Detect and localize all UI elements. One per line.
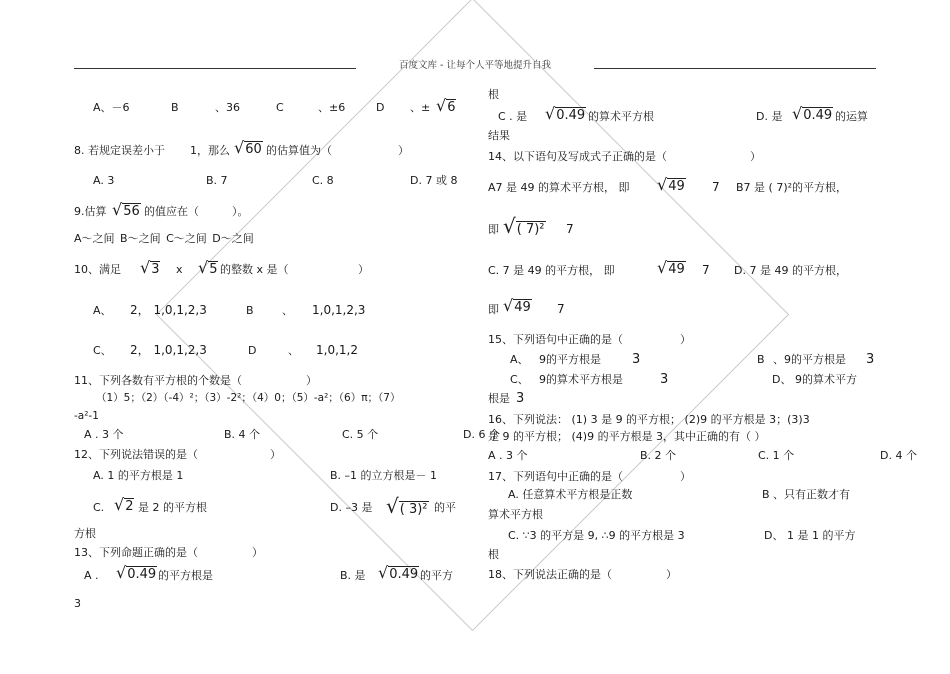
header-rule-left [74,68,356,69]
q13-opt-c-tail: 的算术平方根 [588,110,654,123]
q15-stem: 15、下列语句中正确的是（ [488,333,623,346]
q14-opt-a-cont-radical: √( 7)² [503,214,545,238]
q15-opt-b-val: 3 [866,352,875,367]
q17-opt-d-cont: 根 [488,548,499,561]
q8-opt-b: B. 7 [206,174,228,187]
q14-stem: 14、以下语句及写成式子正确的是（ [488,150,667,163]
q17-opt-b-cont: 算术平方根 [488,508,543,521]
q10-opt-b-sep: 、 [282,304,293,317]
q17-stem: 17、下列语句中正确的是（ [488,470,623,483]
q14-stem-close: ） [750,150,761,163]
q18-stem: 18、下列说法正确的是（ [488,568,612,581]
q7-opt-d-radical: √6 [436,96,456,115]
q12-opt-a: A. 1 的平方根是 1 [93,469,184,482]
q12-opt-d-radical: √( 3)² [386,494,428,518]
q8-opt-a: A. 3 [93,174,115,187]
q11-opt-c: C. 5 个 [342,428,379,441]
q12-opt-d-cont: 方根 [74,527,96,540]
q7-opt-d: D [376,101,385,114]
q13-cont-root: 根 [488,88,499,101]
q10-opt-d-sep: 、 [288,344,299,357]
q15-opt-b-mid: 、9的平方根是 [773,353,846,366]
q9-stem-tail: 的值应在（ [144,205,199,218]
q13-cont: 3 [74,597,81,610]
q15-opt-d-cont-val: 3 [516,391,525,406]
q13-opt-b-tail: 的平方 [420,569,453,582]
q17-stem-close: ） [680,470,691,483]
q16-stem: 16、下列说法： (1) 3 是 9 的平方根； (2)9 的平方根是 3；(3)3 [488,413,810,426]
q15-opt-a: A、 [510,353,529,366]
q13-opt-c: C . 是 [498,110,528,123]
q14-opt-c: C. 7 是 49 的平方根， 即 [488,264,615,277]
q11-opt-a: A . 3 个 [84,428,124,441]
q7-opt-c: C [276,101,284,114]
q12-opt-c-tail: 是 2 的平方根 [138,501,207,514]
q7-opt-d-val: 、± [410,101,431,114]
q8-radical: √60 [234,138,262,157]
q10-opt-c-vals: 2， 1,0,1,2,3 [130,343,207,357]
q15-opt-c: C、 [510,373,529,386]
q15-opt-a-val: 3 [632,352,641,367]
q14-opt-d: D. 7 是 49 的平方根， [734,264,847,277]
q10-opt-b-vals: 1,0,1,2,3 [312,303,366,317]
q11-items-line1: （1）5；（2）（-4）²；（3）-2²；（4）0；（5）-a²；（6）π；（7） [96,392,401,404]
q10-opt-d-label: D [248,344,257,357]
q12-opt-d-tail: 的平 [434,501,456,514]
q13-opt-a: A . [84,569,99,582]
q8-opt-d: D. 7 或 8 [410,174,458,187]
q10-x: x [176,263,183,276]
q12-opt-b: B. –1 的立方根是－ 1 [330,469,438,482]
q10-stem: 10、满足 [74,263,121,276]
q7-opt-b-val: 、36 [215,101,240,114]
q16-opt-b: B. 2 个 [640,449,677,462]
q14-opt-a-cont-val: 7 [566,222,574,236]
q17-opt-a: A. 任意算术平方根是正数 [508,488,633,501]
q15-opt-c-mid: 9的算术平方根是 [539,373,623,386]
q13-opt-b-radical: √0.49 [378,563,419,582]
q12-opt-c-radical: √2 [114,495,134,514]
q7-opt-a: A、－6 [93,101,130,114]
q14-opt-a-val: 7 [712,180,720,194]
q18-stem-close: ） [666,568,677,581]
q13-opt-d-cont: 结果 [488,129,510,142]
q15-opt-a-mid: 9的平方根是 [539,353,601,366]
q10-stem-tail: 的整数 x 是（ [220,263,289,276]
q14-opt-c-cont-radical: √49 [503,296,531,315]
q10-stem-close: ） [358,263,369,276]
q11-items-line2: -a²-1 [74,410,99,422]
q9-stem: 9.估算 [74,205,107,218]
q8-stem-close: ） [398,144,409,157]
q16-opt-d: D. 4 个 [880,449,917,462]
q11-stem: 11、下列各数有平方根的个数是（ [74,374,242,387]
q13-opt-c-radical: √0.49 [545,104,586,123]
q8-opt-c: C. 8 [312,174,334,187]
q10-opt-a-label: A、 [93,304,112,317]
page-header: 百度文库 - 让每个人平等地提升自我 [399,60,551,71]
q17-opt-d: D、 1 是 1 的平方 [764,529,856,542]
q15-opt-b: B [757,353,765,366]
q12-opt-c: C. [93,501,105,514]
q10-opt-d-vals: 1,0,1,2 [316,343,358,357]
q13-opt-a-tail: 的平方根是 [158,569,213,582]
q12-opt-d: D. –3 是 [330,501,373,514]
q11-opt-b: B. 4 个 [224,428,261,441]
q8-stem: 8. 若规定误差小于 [74,144,165,157]
q9-stem-close: ）。 [232,205,249,218]
q13-stem: 13、下列命题正确的是（ [74,546,198,559]
q16-stem-2: 是 9 的平方根； (4)9 的平方根是 3，其中正确的有（ ） [488,430,766,443]
q13-stem-close: ） [252,546,263,559]
q11-stem-close: ） [306,374,317,387]
q13-opt-a-radical: √0.49 [116,563,157,582]
q7-opt-b: B [171,101,179,114]
q7-opt-c-val: 、±6 [318,101,346,114]
q9-options: A～之间 B～之间 C～之间 D～之间 [74,232,254,245]
q14-opt-a-radical: √49 [657,175,685,194]
q10-opt-b-label: B [246,304,254,317]
q10-opt-c-label: C、 [93,344,112,357]
q14-opt-a: A7 是 49 的算术平方根， 即 [488,181,630,194]
q8-stem-n1: 1，那么 [190,144,230,157]
q12-stem: 12、下列说法错误的是（ [74,448,198,461]
q10-opt-a-vals: 2， 1,0,1,2,3 [130,303,207,317]
q17-opt-b: B 、只有正数才有 [762,488,851,501]
q9-radical: √56 [112,200,140,219]
q11-opt-d: D. 6 个 [463,428,500,441]
q8-stem-tail: 的估算值为（ [266,144,332,157]
q17-opt-c: C. ∵3 的平方是 9, ∴9 的平方根是 3 [508,529,685,542]
q16-opt-a: A . 3 个 [488,449,528,462]
q14-opt-c-val: 7 [702,263,710,277]
q14-opt-c-radical: √49 [657,258,685,277]
q15-opt-d: D、 9的算术平方 [772,373,857,386]
q16-opt-c: C. 1 个 [758,449,795,462]
q14-opt-a-cont: 即 [488,223,499,236]
q12-stem-close: ） [270,448,281,461]
q10-radical-1: √3 [140,258,160,277]
q13-opt-d-tail: 的运算 [835,110,868,123]
header-rule-right [594,68,876,69]
q10-radical-2: √5 [198,258,218,277]
q13-opt-d-radical: √0.49 [792,104,833,123]
q14-opt-b: B7 是 ( 7)²的平方根， [736,181,848,194]
q13-opt-b: B. 是 [340,569,366,582]
q15-opt-d-cont: 根是 [488,392,510,405]
q14-opt-c-cont-val: 7 [557,302,565,316]
q13-opt-d: D. 是 [756,110,783,123]
q15-opt-c-val: 3 [660,372,669,387]
q15-stem-close: ） [680,333,691,346]
q14-opt-c-cont: 即 [488,303,499,316]
